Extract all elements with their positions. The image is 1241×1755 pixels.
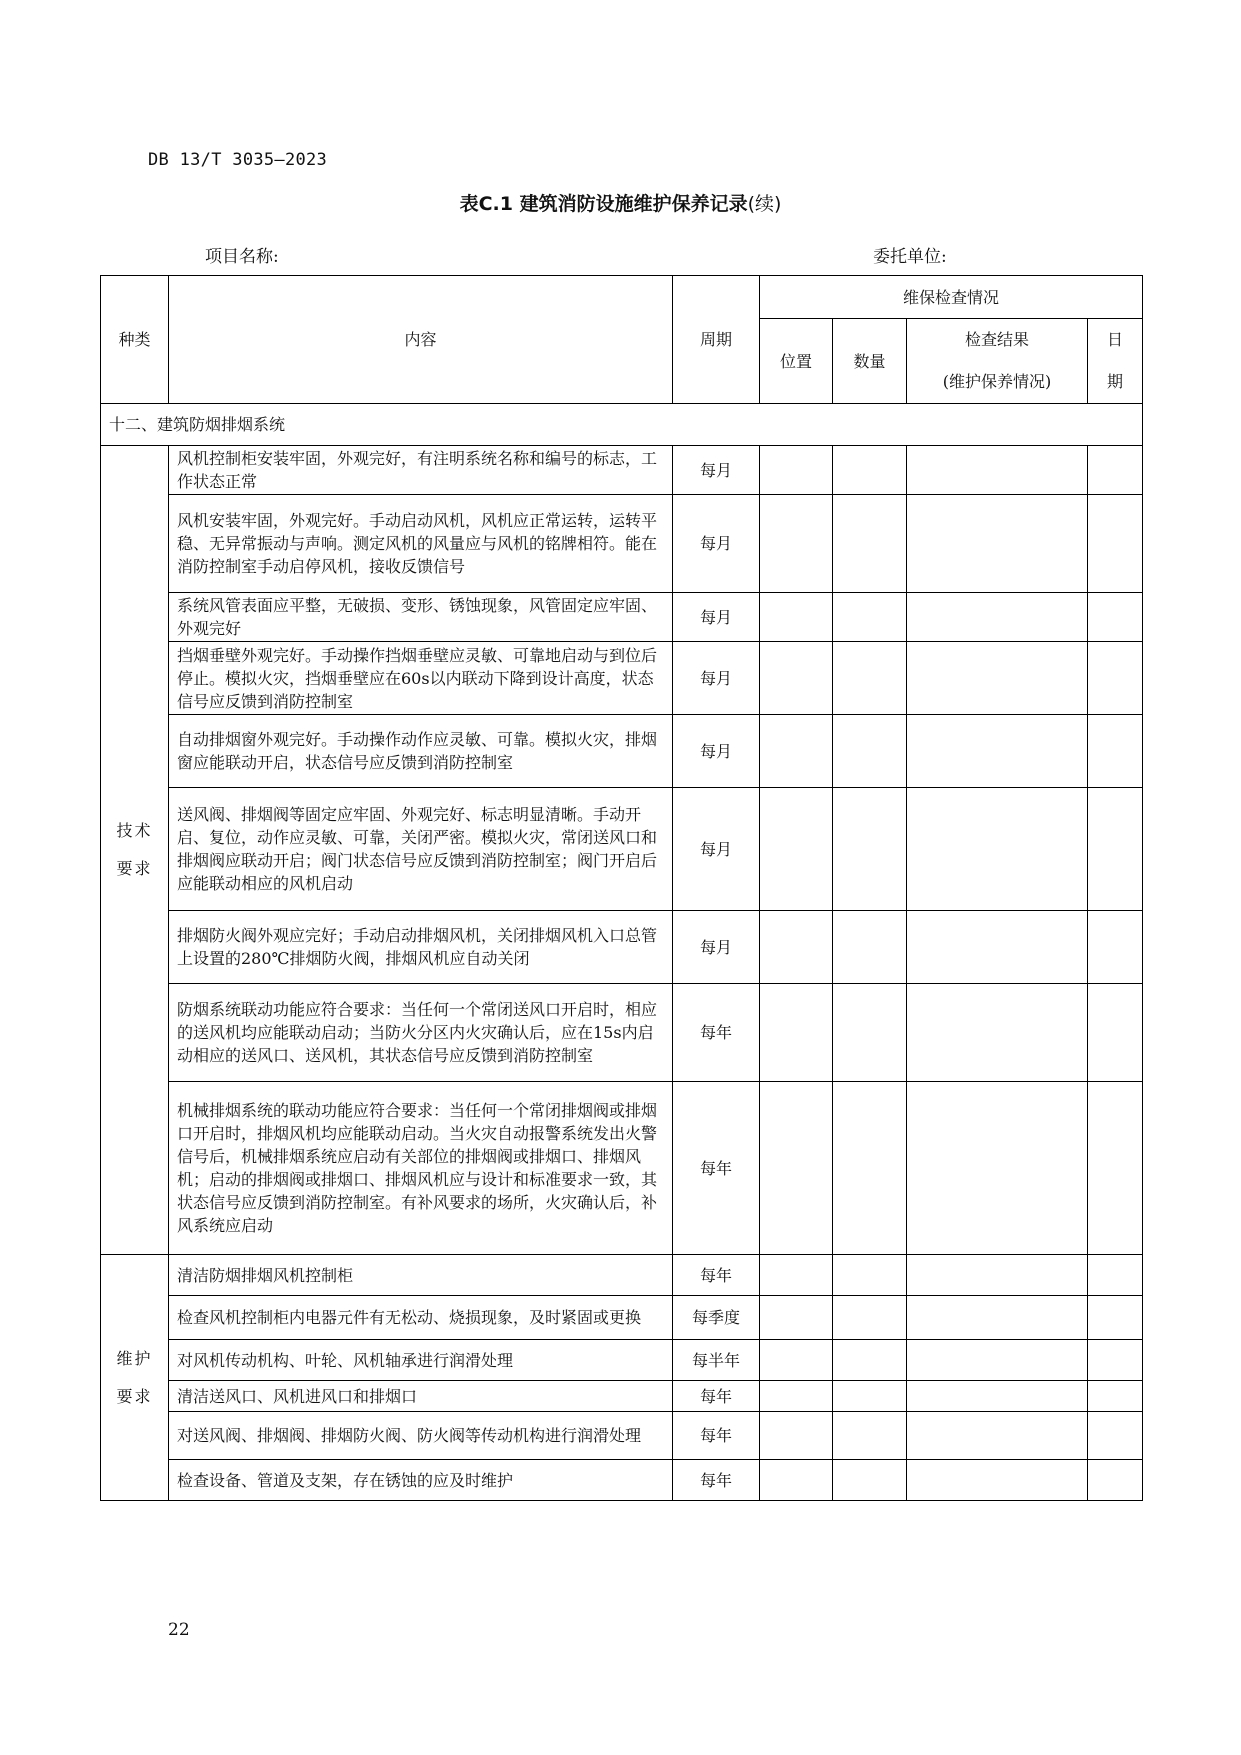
maint-content: 清洁防烟排烟风机控制柜 <box>169 1255 673 1296</box>
table-title <box>0 189 1241 216</box>
client-label: 委托单位: <box>873 247 947 267</box>
date-cell[interactable] <box>1088 1296 1143 1340</box>
table-title-suffix: (续) <box>747 193 782 215</box>
date-cell[interactable] <box>1088 1412 1143 1460</box>
date-cell[interactable] <box>1088 1340 1143 1381</box>
date-cell[interactable] <box>1088 984 1143 1082</box>
maint-content: 检查设备、管道及支架，存在锈蚀的应及时维护 <box>169 1460 673 1501</box>
header-result <box>907 319 1088 404</box>
quantity-cell[interactable] <box>833 446 907 495</box>
location-cell[interactable] <box>760 1296 833 1340</box>
location-cell[interactable] <box>760 788 833 911</box>
result-cell[interactable] <box>907 1255 1088 1296</box>
tech-row <box>101 642 1143 715</box>
maint-period: 每年 <box>673 1381 760 1412</box>
header-period: 周期 <box>673 276 760 404</box>
category-technical-line2: 要求 <box>116 859 153 878</box>
tech-row <box>101 788 1143 911</box>
tech-row <box>101 911 1143 984</box>
maint-row <box>101 1296 1143 1340</box>
header-date-line1: 日 <box>1107 330 1124 349</box>
tech-content: 挡烟垂壁外观完好。手动操作挡烟垂壁应灵敏、可靠地启动与到位后停止。模拟火灾，挡烟垂壁应在60s以内联动下降到设计高度，状态信号应反馈到消防控制室 <box>169 642 673 715</box>
date-cell[interactable] <box>1088 1381 1143 1412</box>
category-technical-line1: 技术 <box>116 821 153 840</box>
maint-content: 检查风机控制柜内电器元件有无松动、烧损现象，及时紧固或更换 <box>169 1296 673 1340</box>
quantity-cell[interactable] <box>833 1296 907 1340</box>
tech-period: 每年 <box>673 984 760 1082</box>
location-cell[interactable] <box>760 642 833 715</box>
category-maintenance <box>101 1255 169 1501</box>
category-maintenance-line1: 维护 <box>116 1348 153 1368</box>
tech-content: 风机控制柜安装牢固，外观完好，有注明系统名称和编号的标志，工作状态正常 <box>169 446 673 495</box>
result-cell[interactable] <box>907 1381 1088 1412</box>
quantity-cell[interactable] <box>833 984 907 1082</box>
quantity-cell[interactable] <box>833 715 907 788</box>
maint-period: 每年 <box>673 1412 760 1460</box>
tech-row <box>101 495 1143 593</box>
location-cell[interactable] <box>760 1340 833 1381</box>
header-date <box>1088 319 1143 404</box>
result-cell[interactable] <box>907 715 1088 788</box>
quantity-cell[interactable] <box>833 495 907 593</box>
header-result-note: (维护保养情况) <box>942 372 1052 391</box>
location-cell[interactable] <box>760 984 833 1082</box>
result-cell[interactable] <box>907 911 1088 984</box>
quantity-cell[interactable] <box>833 1082 907 1255</box>
date-cell[interactable] <box>1088 1082 1143 1255</box>
result-cell[interactable] <box>907 1460 1088 1501</box>
maint-row <box>101 1412 1143 1460</box>
tech-content: 系统风管表面应平整，无破损、变形、锈蚀现象，风管固定应牢固、外观完好 <box>169 593 673 642</box>
tech-content: 防烟系统联动功能应符合要求：当任何一个常闭送风口开启时，相应的送风机均应能联动启动；当防火分区内火灾确认后，应在15s内启动相应的送风口、送风机，其状态信号应反馈到消防控制室 <box>169 984 673 1082</box>
location-cell[interactable] <box>760 1412 833 1460</box>
location-cell[interactable] <box>760 1460 833 1501</box>
maintenance-record-table <box>100 275 1143 1501</box>
tech-row <box>101 446 1143 495</box>
result-cell[interactable] <box>907 593 1088 642</box>
result-cell[interactable] <box>907 1082 1088 1255</box>
result-cell[interactable] <box>907 1340 1088 1381</box>
tech-row <box>101 715 1143 788</box>
tech-period: 每月 <box>673 788 760 911</box>
location-cell[interactable] <box>760 1255 833 1296</box>
date-cell[interactable] <box>1088 446 1143 495</box>
result-cell[interactable] <box>907 1412 1088 1460</box>
result-cell[interactable] <box>907 984 1088 1082</box>
location-cell[interactable] <box>760 593 833 642</box>
tech-content: 机械排烟系统的联动功能应符合要求：当任何一个常闭排烟阀或排烟口开启时，排烟风机均应能联动启动。当火灾自动报警系统发出火警信号后，机械排烟系统应启动有关部位的排烟阀或排烟口、排烟风机；启动的排烟阀或排烟口、排烟风机应与设计和标准要求一致，其状态信号应反馈到消防控制室。有补风要求的场所，火灾确认后，补风系统应启动 <box>169 1082 673 1255</box>
location-cell[interactable] <box>760 1082 833 1255</box>
quantity-cell[interactable] <box>833 1381 907 1412</box>
date-cell[interactable] <box>1088 642 1143 715</box>
date-cell[interactable] <box>1088 1460 1143 1501</box>
maint-content: 对送风阀、排烟阀、排烟防火阀、防火阀等传动机构进行润滑处理 <box>169 1412 673 1460</box>
tech-row <box>101 593 1143 642</box>
date-cell[interactable] <box>1088 715 1143 788</box>
category-maintenance-line2: 要求 <box>116 1386 153 1406</box>
result-cell[interactable] <box>907 642 1088 715</box>
tech-period: 每月 <box>673 593 760 642</box>
header-quantity: 数量 <box>833 319 907 404</box>
maint-row <box>101 1460 1143 1501</box>
maint-content: 清洁送风口、风机进风口和排烟口 <box>169 1381 673 1412</box>
header-category: 种类 <box>101 276 169 404</box>
location-cell[interactable] <box>760 446 833 495</box>
date-cell[interactable] <box>1088 911 1143 984</box>
maint-period: 每年 <box>673 1255 760 1296</box>
header-result-label: 检查结果 <box>964 330 1029 349</box>
result-cell[interactable] <box>907 446 1088 495</box>
header-date-line2: 期 <box>1107 372 1124 391</box>
quantity-cell[interactable] <box>833 1412 907 1460</box>
quantity-cell[interactable] <box>833 593 907 642</box>
result-cell[interactable] <box>907 788 1088 911</box>
project-name-label: 项目名称: <box>205 247 279 267</box>
header-location: 位置 <box>760 319 833 404</box>
tech-row <box>101 1082 1143 1255</box>
maint-row <box>101 1381 1143 1412</box>
category-technical <box>101 446 169 1255</box>
location-cell[interactable] <box>760 715 833 788</box>
quantity-cell[interactable] <box>833 911 907 984</box>
tech-period: 每月 <box>673 715 760 788</box>
result-cell[interactable] <box>907 1296 1088 1340</box>
tech-content: 排烟防火阀外观应完好；手动启动排烟风机，关闭排烟风机入口总管上设置的280℃排烟防火阀，排烟风机应自动关闭 <box>169 911 673 984</box>
tech-period: 每月 <box>673 911 760 984</box>
tech-period: 每月 <box>673 446 760 495</box>
tech-period: 每月 <box>673 642 760 715</box>
tech-content: 风机安装牢固，外观完好。手动启动风机，风机应正常运转，运转平稳、无异常振动与声响。测定风机的风量应与风机的铭牌相符。能在消防控制室手动启停风机，接收反馈信号 <box>169 495 673 593</box>
location-cell[interactable] <box>760 1381 833 1412</box>
quantity-cell[interactable] <box>833 1340 907 1381</box>
maint-row <box>101 1340 1143 1381</box>
standard-number: DB 13/T 3035—2023 <box>148 150 328 170</box>
section-title: 十二、建筑防烟排烟系统 <box>101 404 1143 446</box>
quantity-cell[interactable] <box>833 1460 907 1501</box>
tech-period: 每年 <box>673 1082 760 1255</box>
maint-period: 每年 <box>673 1460 760 1501</box>
table-title-text: 表C.1 建筑消防设施维护保养记录 <box>459 193 748 215</box>
quantity-cell[interactable] <box>833 642 907 715</box>
tech-period: 每月 <box>673 495 760 593</box>
result-cell[interactable] <box>907 495 1088 593</box>
location-cell[interactable] <box>760 911 833 984</box>
page-number: 22 <box>168 1620 190 1640</box>
tech-content: 自动排烟窗外观完好。手动操作动作应灵敏、可靠。模拟火灾，排烟窗应能联动开启，状态信号应反馈到消防控制室 <box>169 715 673 788</box>
header-maintenance-check: 维保检查情况 <box>760 276 1143 319</box>
quantity-cell[interactable] <box>833 1255 907 1296</box>
maint-period: 每季度 <box>673 1296 760 1340</box>
maint-row <box>101 1255 1143 1296</box>
date-cell[interactable] <box>1088 1255 1143 1296</box>
tech-row <box>101 984 1143 1082</box>
location-cell[interactable] <box>760 495 833 593</box>
quantity-cell[interactable] <box>833 788 907 911</box>
maint-period: 每半年 <box>673 1340 760 1381</box>
tech-content: 送风阀、排烟阀等固定应牢固、外观完好、标志明显清晰。手动开启、复位，动作应灵敏、可靠，关闭严密。模拟火灾，常闭送风口和排烟阀应联动开启；阀门状态信号应反馈到消防控制室；阀门开启后应能联动相应的风机启动 <box>169 788 673 911</box>
date-cell[interactable] <box>1088 593 1143 642</box>
date-cell[interactable] <box>1088 495 1143 593</box>
date-cell[interactable] <box>1088 788 1143 911</box>
maint-content: 对风机传动机构、叶轮、风机轴承进行润滑处理 <box>169 1340 673 1381</box>
header-content: 内容 <box>169 276 673 404</box>
